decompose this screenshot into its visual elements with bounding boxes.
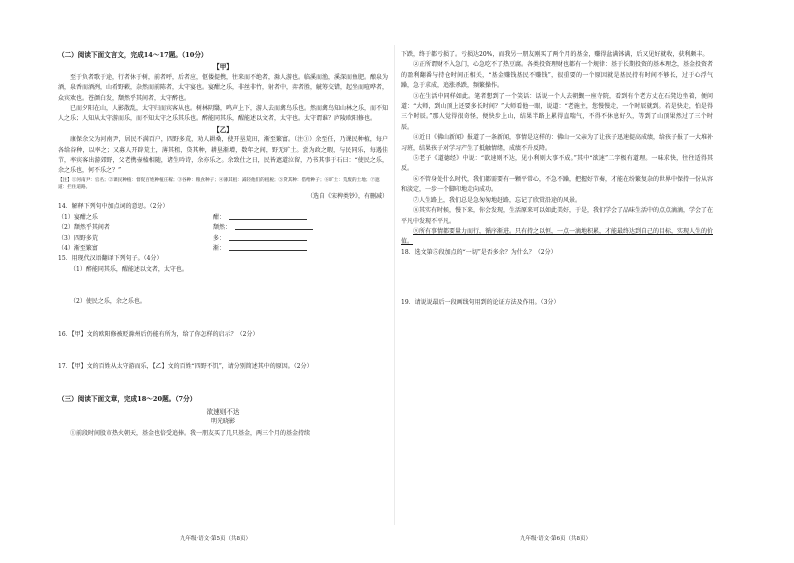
question-15: 15．用现代汉语翻译下列句子。（4分） <box>58 255 163 263</box>
footer-page-6: 九年级·语文·第6页（共8页） <box>520 536 591 542</box>
essay-paragraph-7: ⑦人生路上，我们总是急匆匆地赶路，忘记了欣赏沿途的风景。 <box>413 196 582 204</box>
answer-line[interactable] <box>229 219 307 220</box>
source-citation: （选自《宋稗类钞》，有删减） <box>306 192 388 200</box>
left-page <box>58 50 388 530</box>
q14-item-2: （2）颓然乎其间者 <box>58 224 110 232</box>
essay-paragraph-4: ④近日《佛山新闻》报道了一条新闻，事情是这样的：佛山一父亲为了让孩子迅速提高成绩，给孩子报了一大堆补习班，结果孩子对学习产生了抵触情绪，成绩不升反降。 <box>401 134 713 152</box>
jia-paragraph-1: 至于负者歌于途，行者休于树，前者呼，后者应，伛偻提携，往来而不绝者，滁人游也。临溪而渔，溪深而鱼肥。酿泉为酒，泉香而酒洌，山肴野蔌，杂然而前陈者，太守宴也。宴酣之乐，非丝非竹，射者中，弈者胜，觥筹交错，起坐而喧哗者，众宾欢也。苍颜白发，颓然乎其间者，太守醉也。 <box>58 73 388 102</box>
right-page <box>401 50 713 530</box>
answer-space[interactable] <box>401 309 713 331</box>
answer-space[interactable] <box>58 340 388 362</box>
essay-paragraph-1: ①前段时间股市热火朝天，基金也倍受追捧。我一朋友买了几只基金，两三个月的基金持续 <box>70 429 311 437</box>
question-17: 17．【甲】文的百姓从太守游而乐，【乙】文的百姓“四野不饥”，请分别简述其中的原因。（2分） <box>58 362 313 370</box>
q14-item-3: （3）四野多荒 <box>58 234 98 242</box>
section2-title: （二）阅读下面文言文，完成14～17题。（10分） <box>58 51 208 59</box>
jia-label: 【甲】 <box>213 63 233 72</box>
essay-title: 欲速则不达 <box>206 407 240 416</box>
annotation-notes: 【注】①河南尹：官名；②课民种植：督促百姓种植庄稼；③谷种：粮食种子；④薄其租：减轻他们的租税；⑤贷其种：借给种子；⑥旷土：荒废的土地；⑦遮道：拦住道路。 <box>58 177 380 191</box>
q15-item-2: （2）使民之乐，余之乐也。 <box>70 298 146 306</box>
jia-paragraph-2: 已而夕阳在山，人影散乱，太守归而宾客从也。树林阴翳，鸣声上下，游人去而禽鸟乐也。然而禽鸟知山林之乐，而不知人之乐；人知从太守游而乐，而不知太守之乐其乐也。醉能同其乐，醒能述以文者，太守也。太守谓谁？庐陵欧阳修也。 <box>58 105 388 123</box>
essay-paragraph-3: ③在生活中同样如此。笔者想到了一个笑话：话说一个人去朝觐一座寺院，看到有个老方丈在石凳边坐着，便问道：“大师，到山顶上还要多长时间？”大师看他一眼，说道：“老施主，您慢慢走，一个时辰就到。若是快走，怕是得三个时辰。”那人觉得很奇怪，便快步上山，结果半路上累得直喘气，不得不休息好久，等到了山顶果然过了三个时辰。 <box>401 92 713 131</box>
answer-space[interactable] <box>58 372 388 394</box>
question-14: 14．解释下列句中加点词的意思。（2分） <box>58 203 169 211</box>
answer-line[interactable] <box>229 250 307 251</box>
answer-space[interactable] <box>58 275 388 297</box>
page-divider <box>394 45 395 525</box>
section3-title: （三）阅读下面文章，完成18～20题。（7分） <box>58 395 197 404</box>
answer-space[interactable] <box>58 308 388 330</box>
yi-paragraph: 康保余父为河南尹，居民不满百户，四野多荒，劝人耕桑，使开垦荒田，渐至繁富。（注①）余至任，乃课民种植，每户各给谷种，以率之；又募人开辟荒土，薄其租，贷其种，耕垦渐增，数年之间，野无旷土。尝为政之暇，与民同乐，每遇佳节，率宾客出游郊野，父老携壶榼相随，诸生吟诗，余亦乐之。余致仕之日，民皆遮道泣留，乃书其事于石曰：“使民之乐，余之乐也，何不乐之？” <box>58 136 388 175</box>
answer-line[interactable] <box>235 229 313 230</box>
essay-paragraph-6: ⑥不管身处什么时代，我们都需要有一颗平常心，不急不躁，把握好节奏，才能在纷繁复杂的世界中保持一份从容和淡定，一步一个脚印地走向成功。 <box>401 175 713 194</box>
q14-row-2 <box>58 223 388 233</box>
yi-label: 【乙】 <box>213 125 233 134</box>
essay-paragraph-5: ⑤老子《道德经》中说：“欲速则不达，见小利则大事不成。”其中“欲速”二字极有道理。一味求快，往往适得其反。 <box>401 155 713 173</box>
question-16: 16．【甲】文的欧阳修被贬滁州后仍能有所为，给了你怎样的启示？（2分） <box>58 330 259 338</box>
footer-page-5: 九年级·语文·第5页（共8页） <box>180 536 251 542</box>
essay-paragraph-9-underlined: ⑨所有事情都要量力而行，循序渐进。只有持之以恒，一点一滴地积累，才能最终达到自己的目标，实现人生的价值。 <box>401 227 713 246</box>
q14-hint-4: 渐： <box>213 244 226 252</box>
question-19: 19．请说说最后一段画线句用到的论证方法及作用。（3分） <box>401 299 560 307</box>
q14-item-4: （4）渐至繁富 <box>58 244 98 252</box>
q14-row-1 <box>58 213 388 223</box>
answer-line[interactable] <box>229 240 307 241</box>
essay-paragraph-8: ⑧其实有时候，慢下来，你会发现，生活原来可以如此美好，于是，我们学会了品味生活中的点点滴滴，学会了在平凡中发现不平凡。 <box>401 207 713 225</box>
q14-row-3 <box>58 234 388 244</box>
question-18: 18．选文第⑤段加点的“一切”是否多余？为什么？（2分） <box>401 248 557 256</box>
answer-space[interactable] <box>401 258 713 298</box>
essay-paragraph-1-cont: 下跌，终于都亏损了。亏损达20%，而我另一朋友刚买了两个月的基金，赚得盆满钵满，后又见好就收，获利颇丰。 <box>401 51 709 58</box>
q14-hint-2: 颓然： <box>213 224 232 232</box>
q14-hint-1: 酣： <box>213 213 226 221</box>
q14-row-4 <box>58 244 388 254</box>
essay-author: 明光晓影 <box>210 418 235 426</box>
q14-hint-3: 多： <box>213 234 226 242</box>
essay-paragraph-2: ②正所谓财不入急门，心急吃不了热豆腐。各类投资理财也都有一个规律：基于长期投资的基本理念，基金投资者的盈利翻番与持仓时间正相关，“基金赚钱基民不赚钱”，很重要的一个原因就是基民持有时间不够长，过于心浮气躁，急于求成，追涨杀跌，频繁操作。 <box>401 61 713 90</box>
q14-item-1: （1）宴酣之乐 <box>58 213 98 221</box>
q15-item-1: （1）醉能同其乐，醒能述以文者，太守也。 <box>70 265 188 273</box>
